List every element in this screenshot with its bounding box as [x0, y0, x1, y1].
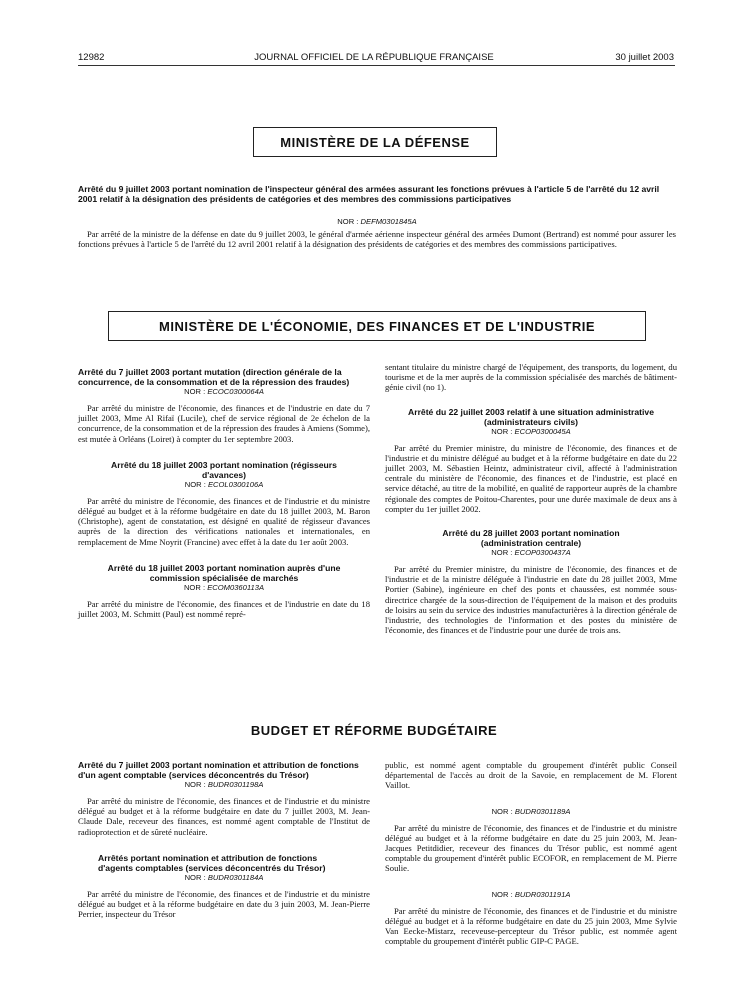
decree-nor: NOR : ECOP0300045A [491, 426, 571, 436]
decree-body: Par arrêté du ministre de l'économie, des finances et de l'industrie et du ministre délégué au budget et à la réforme budgétaire en date du 25 juin 2003, Mme Sylvie Van Eecke-Mistarz, receveuse-percepteur du Trésor public, est nommée agent comptable du groupement d'intérêt public GIP-C PAGE. [385, 905, 677, 947]
decree-body: Par arrêté du ministre de l'économie, des finances et de l'industrie et du ministre délégué au budget et à la réforme budgétaire en date du 7 juillet 2003, M. Jean-Claude Dale, receveur des finances, est nommé agent comptable de l'Institut de radioprotection et de sûreté nucléaire. [78, 796, 370, 837]
continued-text: public, est nommé agent comptable du groupement d'intérêt public Conseil départemental de l'accès au droit de la Savoie, en remplacement de M. Florent Vaillot. [385, 760, 677, 791]
decree-block [78, 760, 370, 837]
decree-body: Par arrêté du ministre de l'économie, des finances et de l'industrie et du ministre délégué au budget et à la réforme budgétaire en date du 3 juin 2003, M. Jean-Pierre Perrier, inspecteur du Trésor [78, 888, 370, 920]
decree-nor: NOR : BUDR0301189A [491, 806, 571, 816]
decree-nor: NOR : BUDR0301198A [184, 780, 264, 789]
decree-body: Par arrêté du ministre de l'économie, des finances et de l'industrie et du ministre délégué au budget et à la réforme budgétaire en date du 25 juin 2003, M. Jean-Jacques Petitdidier, receveur des finances du Trésor public, est nommé agent comptable du groupement d'intérêt public ECOFOR, en remplacement de M. Pierre Soulie. [385, 822, 677, 874]
decree-block [385, 524, 677, 635]
decree-nor: NOR : BUDR0301191A [491, 889, 571, 899]
decree-body: Par arrêté du ministre de l'économie, des finances et de l'industrie en date du 7 juillet 2003, Mme Al Rifaï (Lucile), chef de service régional de 2e échelon de la concurrence, de la consommation et de la répression des fraudes à Amiens (Somme), est mutée à Orléans (Loiret) à compter du 1er septembre 2003. [78, 403, 370, 444]
defense-decree-title: Arrêté du 9 juillet 2003 portant nomination de l'inspecteur général des armées assurant les fonctions prévues à l'article 5 de l'arrêté du 12 avril 2001 relatif à la désignation des présidents de catégories et des membres des commissions participatives [78, 184, 660, 204]
decree-block [385, 801, 677, 874]
economie-right-column [385, 362, 677, 645]
budget-section-title: BUDGET ET RÉFORME BUDGÉTAIRE [250, 723, 498, 738]
decree-block [78, 557, 370, 619]
economie-left-column [78, 367, 370, 629]
ministry-defense-box: MINISTÈRE DE LA DÉFENSE [253, 127, 497, 157]
decree-title: Arrêté du 18 juillet 2003 portant nomination (régisseurs d'avances) [111, 459, 337, 480]
decree-nor: NOR : ECOC0300064A [184, 387, 264, 396]
budget-right-column [385, 760, 677, 956]
decree-title: Arrêté du 7 juillet 2003 portant nomination et attribution de fonctions d'un agent comptable (services déconcentrés du Trésor) [78, 760, 359, 780]
decree-title: Arrêté du 7 juillet 2003 portant mutation (direction générale de la concurrence, de la consommation et de la répression des fraudes) [78, 367, 350, 387]
journal-title: JOURNAL OFFICIEL DE LA RÉPUBLIQUE FRANÇAISE [254, 52, 494, 63]
decree-block [385, 884, 677, 947]
decree-nor: NOR : ECOP0300437A [491, 548, 571, 558]
decree-title: Arrêté du 28 juillet 2003 portant nomination (administration centrale) [442, 528, 620, 549]
continued-text: sentant titulaire du ministre chargé de l'équipement, des transports, du logement, du tourisme et de la mer auprès de la commission spécialisée des marchés de bâtiment-génie civil (no 1). [385, 362, 677, 393]
decree-nor: NOR : ECOL0300106A [184, 479, 264, 489]
decree-nor: NOR : BUDR0301184A [184, 872, 264, 882]
defense-nor-code: DEFM0301845A [360, 217, 417, 226]
page-number: 12982 [78, 52, 105, 63]
decree-block [385, 403, 677, 514]
decree-body: Par arrêté du Premier ministre, du ministre de l'économie, des finances et de l'industrie et de la ministre déléguée à l'industrie en date du 28 juillet 2003, Mme Portier (Sabine), ingénieure en chef des ponts et chaussées, est nommée sous-directrice chargée de la sous-direction de l'équipement de la maison et des produits de loisirs au sein du service des industries manufacturières à la direction générale de l'industrie, des technologies de l'information et des postes du ministère de l'économie, des finances et de l'industrie pour une durée de trois ans. [385, 564, 677, 636]
decree-body: Par arrêté du ministre de l'économie, des finances et de l'industrie et du ministre délégué au budget et à la réforme budgétaire en date du 18 juillet 2003, M. Baron (Christophe), agent de constatation, est désigné en qualité de régisseur d'avances auprès de la direction des vérifications nationales et internationales, en remplacement de Mme Noyrit (Francine) avec effet à la date du 1er août 2003. [78, 495, 370, 547]
issue-date: 30 juillet 2003 [615, 52, 674, 63]
decree-title: Arrêtés portant nomination et attribution de fonctions d'agents comptables (services déconcentrés du Trésor) [98, 852, 326, 873]
decree-block [78, 847, 370, 920]
defense-nor: NOR : DEFM0301845A [337, 217, 417, 226]
decree-block [78, 367, 370, 444]
header-rule [78, 65, 675, 66]
budget-left-column [78, 760, 370, 929]
decree-nor: NOR : ECOM0360113A [183, 582, 265, 592]
defense-decree-body: Par arrêté de la ministre de la défense en date du 9 juillet 2003, le général d'armée aérienne inspecteur général des armées Dumont (Bertrand) est nommé pour assurer les fonctions prévues à l'article 5 de l'arrêté du 12 avril 2001 relatif à la désignation des présidents de catégories et des membres des commissions participatives. [78, 229, 676, 250]
ministry-economie-box: MINISTÈRE DE L'ÉCONOMIE, DES FINANCES ET DE L'INDUSTRIE [108, 311, 646, 341]
decree-body: Par arrêté du Premier ministre, du ministre de l'économie, des finances et de l'industrie et du ministre délégué au budget et à la réforme budgétaire en date du 22 juillet 2003, M. Sébastien Heintz, administrateur civil, affecté à l'administration centrale du ministère de l'économie, des finances et de l'industrie, est placé en service détaché, au titre de la mobilité, en qualité de rapporteur auprès de la chambre régionale des comptes de Poitou-Charentes, pour une durée maximale de deux ans à compter du 1er juillet 2002. [385, 442, 677, 514]
decree-block [78, 454, 370, 547]
decree-title: Arrêté du 18 juillet 2003 portant nomination auprès d'une commission spécialisée de marchés [107, 562, 341, 583]
decree-title: Arrêté du 22 juillet 2003 relatif à une situation administrative (administrateurs civils) [408, 406, 654, 427]
decree-body: Par arrêté du ministre de l'économie, des finances et de l'industrie en date du 18 juillet 2003, M. Schmitt (Paul) est nommé repré- [78, 598, 370, 620]
